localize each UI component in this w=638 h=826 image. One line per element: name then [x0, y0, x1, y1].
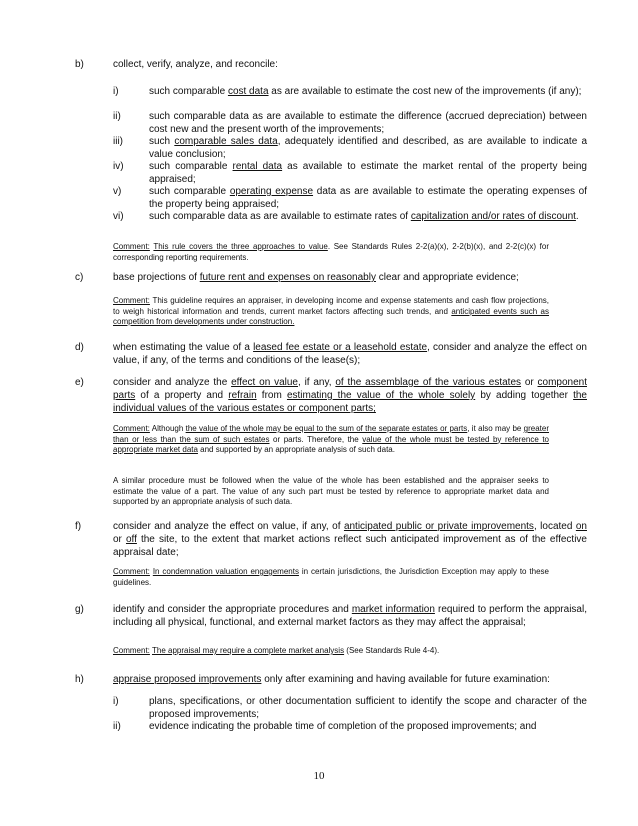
- item-label-b: b): [75, 59, 84, 70]
- subitem-num: i): [113, 696, 119, 707]
- item-text-c: base projections of future rent and expenses on reasonably clear and appropriate evidence;: [113, 272, 519, 283]
- subitem-text: such comparable rental data as available to estimate the market rental of the property being appraised;: [149, 161, 587, 185]
- subitem-num: iii): [113, 136, 123, 147]
- comment-c: Comment: This guideline requires an appraiser, in developing income and expense statements and cash flow projections, to weigh historical information and trends, current market factors affecting such trends, and anticipated events such as competition from developments under construction.: [113, 296, 549, 326]
- subitem-text: evidence indicating the probable time of completion of the proposed improvements; and: [149, 721, 537, 732]
- subitem-text: such comparable sales data, adequately identified and described, as are available to indicate a value conclusion;: [149, 136, 588, 160]
- comment-f: Comment: In condemnation valuation engagements in certain jurisdictions, the Jurisdiction Exception may apply to these guidelines.: [113, 567, 549, 587]
- item-text-h: appraise proposed improvements only after examining and having available for future examination:: [113, 674, 550, 685]
- item-text-b: collect, verify, analyze, and reconcile:: [113, 59, 278, 70]
- subitem-text: such comparable cost data as are available to estimate the cost new of the improvements (if any);: [149, 86, 582, 97]
- item-text-e: consider and analyze the effect on value, if any, of the assemblage of the various estates or component parts of a property and refrain from estimating the value of the whole solely by adding together the individual values of the various estates or component parts;: [113, 377, 587, 414]
- comment-b: Comment: This rule covers the three approaches to value. See Standards Rules 2-2(a)(x), 2-2(b)(x), and 2-2(c)(x) for corresponding reporting requirements.: [113, 242, 549, 262]
- comment-g: Comment: The appraisal may require a complete market analysis (See Standards Rule 4-4).: [113, 646, 440, 655]
- subitem-num: i): [113, 86, 119, 97]
- item-text-f: consider and analyze the effect on value, if any, of anticipated public or private improvements, located on or off the site, to the extent that market actions reflect such anticipated improvement as of the effective appraisal date;: [113, 521, 587, 558]
- item-text-d: when estimating the value of a leased fee estate or a leasehold estate, consider and analyze the effect on value, if any, of the terms and conditions of the lease(s);: [113, 342, 587, 366]
- item-text-g: identify and consider the appropriate procedures and market information required to perform the appraisal, including all physical, functional, and external market factors as they may affect the appraisal;: [113, 604, 587, 628]
- comment-e: Comment: Although the value of the whole may be equal to the sum of the separate estates or parts, it also may be greater than or less than the sum of such estates or parts. Therefore, the value of the whole must be tested by reference to appropriate market data and supported by an appropriate analysis of such data.: [113, 424, 549, 454]
- item-label-e: e): [75, 377, 84, 388]
- subitem-num: ii): [113, 111, 121, 122]
- subitem-text: such comparable data as are available to estimate the difference (accrued depreciation) between cost new and the present worth of the improvements;: [149, 111, 587, 135]
- item-label-g: g): [75, 604, 84, 615]
- subitem-num: ii): [113, 721, 121, 732]
- subitem-num: iv): [113, 161, 124, 172]
- page-number: 10: [313, 770, 325, 782]
- subitem-text: such comparable data as are available to estimate rates of capitalization and/or rates of discount.: [149, 211, 579, 222]
- item-label-f: f): [75, 521, 82, 532]
- subitem-text: such comparable operating expense data as are available to estimate the operating expenses of the property being appraised;: [149, 186, 588, 210]
- comment-e-continued: A similar procedure must be followed when the value of the whole has been established and the appraiser seeks to estimate the value of a part. The value of any such part must be tested by reference to appropriate market data and supported by an appropriate analysis of such data.: [113, 476, 549, 506]
- subitem-num: vi): [113, 211, 124, 222]
- subitem-num: v): [113, 186, 122, 197]
- subitem-text: plans, specifications, or other documentation sufficient to identify the scope and character of the proposed improvements;: [149, 696, 587, 720]
- item-label-c: c): [75, 272, 84, 283]
- item-label-h: h): [75, 674, 84, 685]
- item-label-d: d): [75, 342, 84, 353]
